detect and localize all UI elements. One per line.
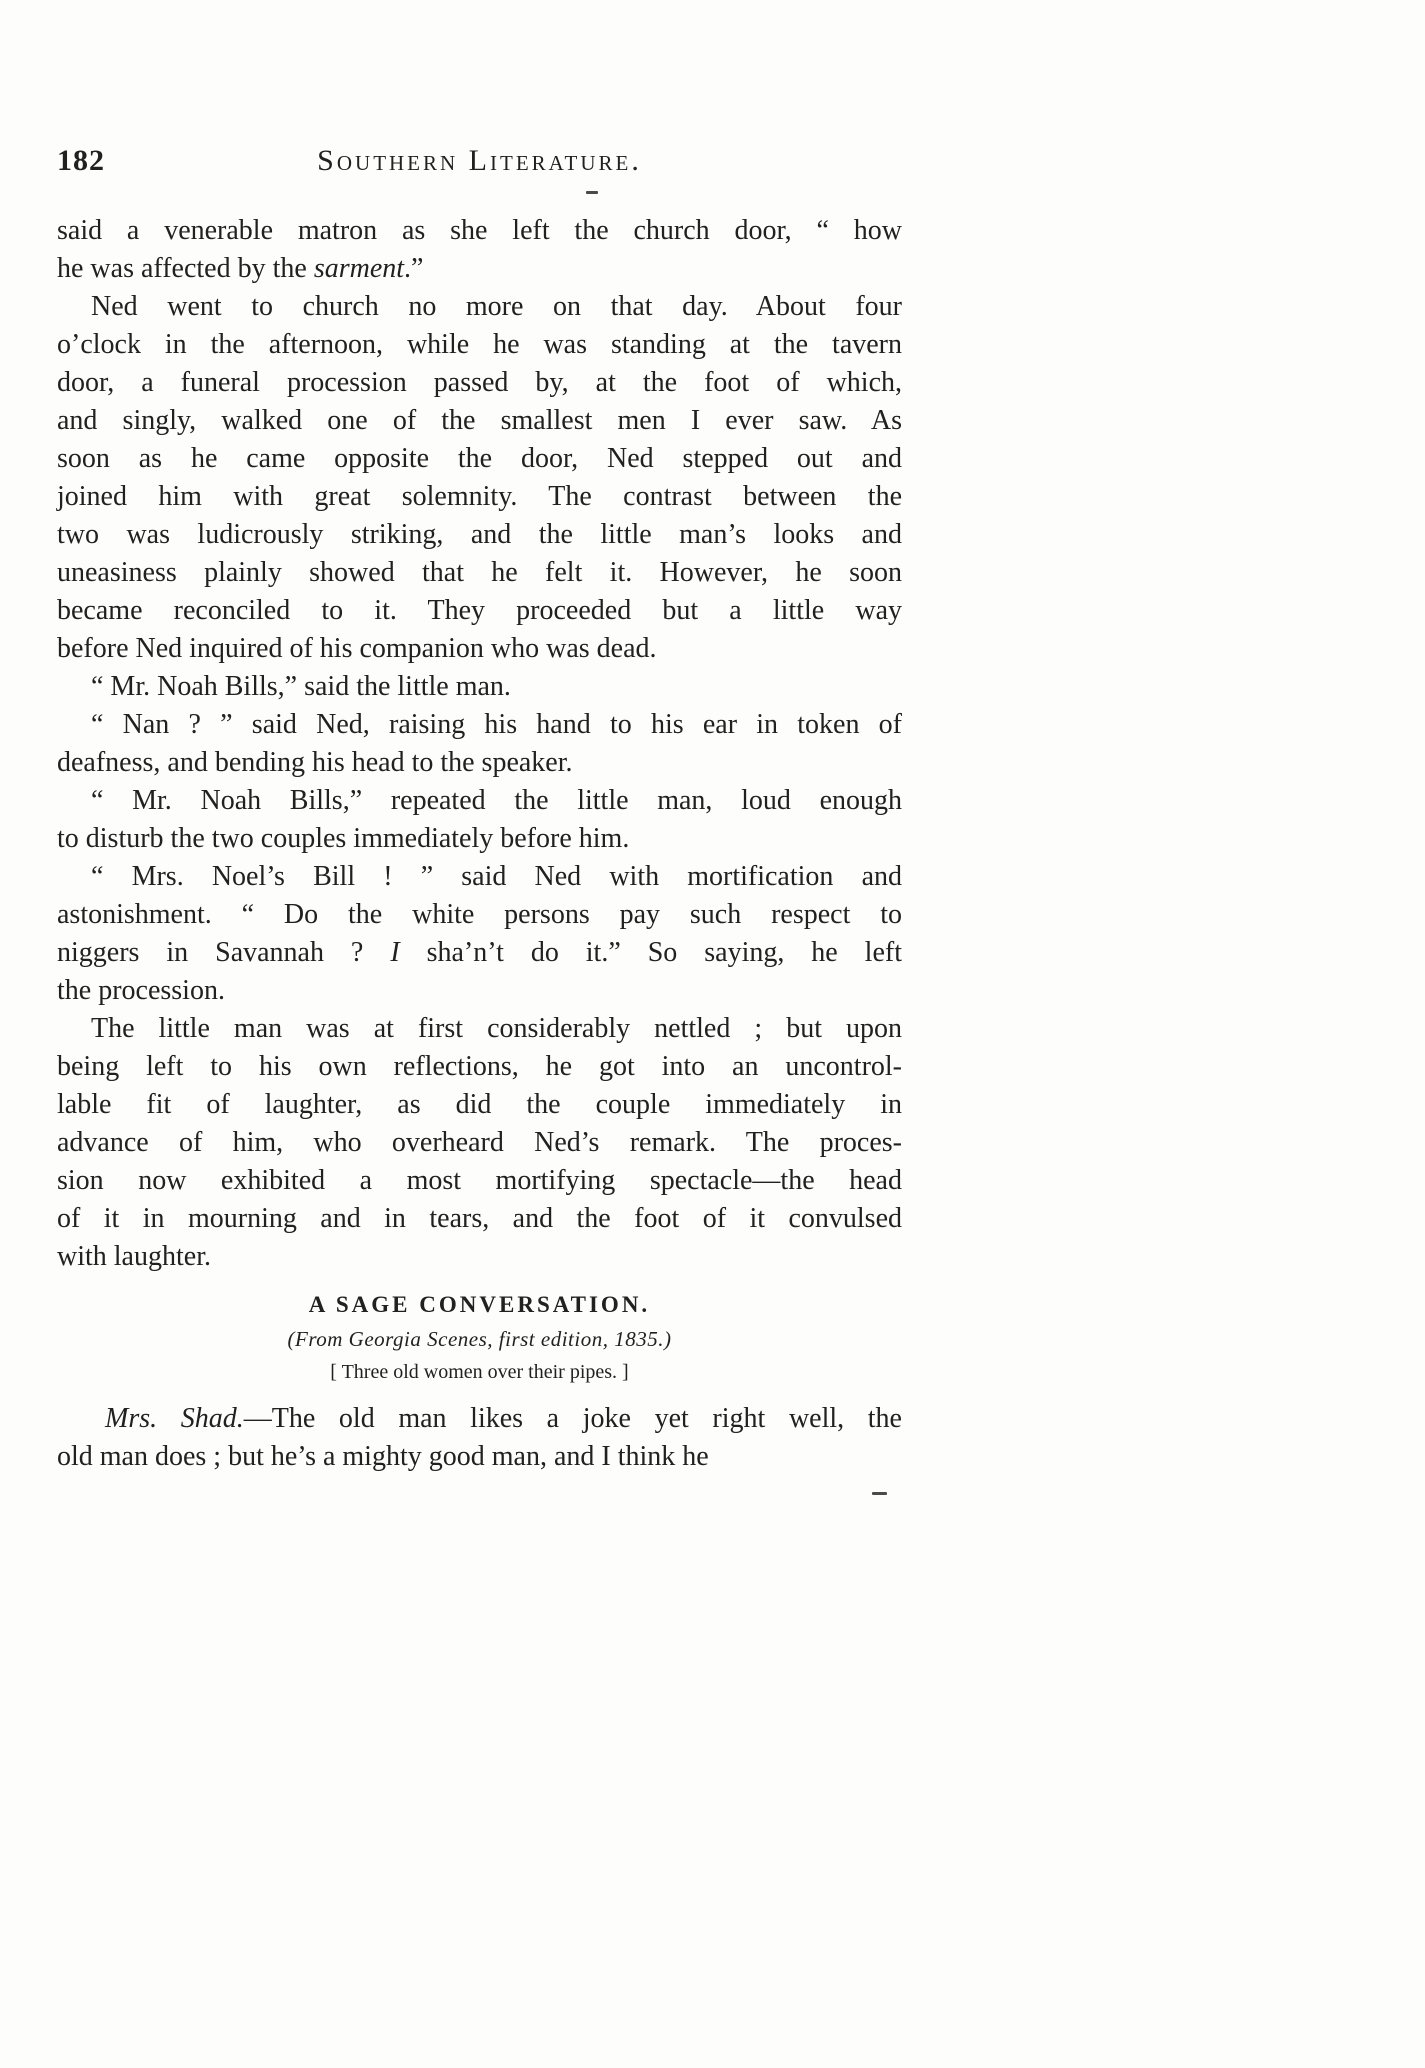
text-segment: “ Mr. Noah Bills,” said the little man. xyxy=(91,671,511,702)
text-segment: before Ned inquired of his companion who was dead. xyxy=(57,633,657,664)
paragraph xyxy=(57,668,902,706)
text-segment: astonishment. “ Do the white persons pay such respect to xyxy=(57,899,902,930)
text-segment: two was ludicrously striking, and the little man’s looks and xyxy=(57,519,902,550)
text-line xyxy=(57,1162,902,1200)
text-segment: o’clock in the afternoon, while he was standing at the tavern xyxy=(57,329,902,360)
paragraph xyxy=(57,782,902,858)
text-segment: with laughter. xyxy=(57,1241,211,1272)
text-segment: deafness, and bending his head to the speaker. xyxy=(57,747,573,778)
text-segment: “ Mrs. Noel’s Bill ! ” said Ned with mortification and xyxy=(91,861,902,892)
text-line xyxy=(57,1238,902,1276)
section-source-text: (From Georgia Scenes, first edition, 1835.) xyxy=(287,1327,672,1351)
text-segment: of it in mourning and in tears, and the foot of it convulsed xyxy=(57,1203,902,1234)
text-line xyxy=(57,1400,902,1438)
italic-text-segment: Mrs. Shad. xyxy=(105,1403,244,1434)
text-segment: and singly, walked one of the smallest men I ever saw. As xyxy=(57,405,902,436)
text-segment: lable fit of laughter, as did the couple immediately in xyxy=(57,1089,902,1120)
paragraph xyxy=(57,706,902,782)
text-line xyxy=(57,1124,902,1162)
text-segment: Ned went to church no more on that day. About four xyxy=(91,291,902,322)
page-header xyxy=(57,143,902,179)
text-segment: being left to his own reflections, he got into an uncontrol- xyxy=(57,1051,902,1082)
page-body-text xyxy=(57,212,902,1276)
text-segment: .” xyxy=(404,253,424,284)
section-heading: A SAGE CONVERSATION. xyxy=(308,1292,651,1317)
text-line xyxy=(57,1086,902,1124)
text-line xyxy=(57,1438,902,1476)
text-line xyxy=(57,364,902,402)
paragraph xyxy=(57,858,902,1010)
paragraph xyxy=(57,1010,902,1276)
text-line xyxy=(57,630,902,668)
text-line xyxy=(57,896,902,934)
italic-text-segment: sarment xyxy=(313,253,405,284)
text-line xyxy=(57,1200,902,1238)
text-line xyxy=(57,516,902,554)
scan-artifact-dash xyxy=(586,191,598,194)
text-segment: “ Mr. Noah Bills,” repeated the little man, loud enough xyxy=(91,785,902,816)
text-segment: old man does ; but he’s a mighty good man, and I think he xyxy=(57,1441,709,1472)
text-segment: —The old man likes a joke yet right well, the xyxy=(243,1403,902,1434)
text-line xyxy=(57,1048,902,1086)
text-line xyxy=(57,478,902,516)
text-segment: sha’n’t do it.” So saying, he left xyxy=(399,937,902,968)
text-segment: he was affected by the xyxy=(57,253,314,284)
running-header-title: Southern Literature. xyxy=(317,144,642,177)
text-segment: advance of him, who overheard Ned’s remark. The proces- xyxy=(57,1127,902,1158)
text-column xyxy=(57,143,902,1476)
text-line xyxy=(57,326,902,364)
text-segment: “ Nan ? ” said Ned, raising his hand to his ear in token of xyxy=(91,709,902,740)
scan-artifact-dash xyxy=(872,1492,887,1495)
italic-text-segment: I xyxy=(390,937,400,968)
text-line xyxy=(57,934,902,972)
text-line xyxy=(57,858,902,896)
text-line xyxy=(57,250,902,288)
text-line xyxy=(57,706,902,744)
text-line xyxy=(57,744,902,782)
paragraph xyxy=(57,1400,902,1476)
section-source-line xyxy=(57,1322,902,1356)
text-segment: door, a funeral procession passed by, at the foot of which, xyxy=(57,367,902,398)
text-segment: The little man was at first considerably nettled ; but upon xyxy=(91,1013,902,1044)
text-segment: niggers in Savannah ? xyxy=(57,937,391,968)
paragraph xyxy=(57,288,902,668)
text-segment: said a venerable matron as she left the church door, “ how xyxy=(57,215,902,246)
text-line xyxy=(57,782,902,820)
text-line xyxy=(57,1010,902,1048)
text-line xyxy=(57,288,902,326)
text-segment: became reconciled to it. They proceeded but a little way xyxy=(57,595,902,626)
text-line xyxy=(57,668,902,706)
paragraph xyxy=(57,212,902,288)
page-number: 182 xyxy=(57,144,105,177)
text-segment: soon as he came opposite the door, Ned stepped out and xyxy=(57,443,902,474)
text-line xyxy=(57,554,902,592)
text-segment: joined him with great solemnity. The contrast between the xyxy=(57,481,902,512)
text-line xyxy=(57,592,902,630)
text-segment: uneasiness plainly showed that he felt it. However, he soon xyxy=(57,557,902,588)
text-line xyxy=(57,402,902,440)
text-segment: sion now exhibited a most mortifying spectacle—the head xyxy=(57,1165,902,1196)
section-stage-direction: [ Three old women over their pipes. ] xyxy=(330,1361,629,1383)
text-segment: to disturb the two couples immediately before him. xyxy=(57,823,630,854)
text-line xyxy=(57,440,902,478)
closing-paragraphs xyxy=(57,1400,902,1476)
text-line xyxy=(57,820,902,858)
text-line xyxy=(57,212,902,250)
text-segment: the procession. xyxy=(57,975,225,1006)
text-line xyxy=(57,972,902,1010)
